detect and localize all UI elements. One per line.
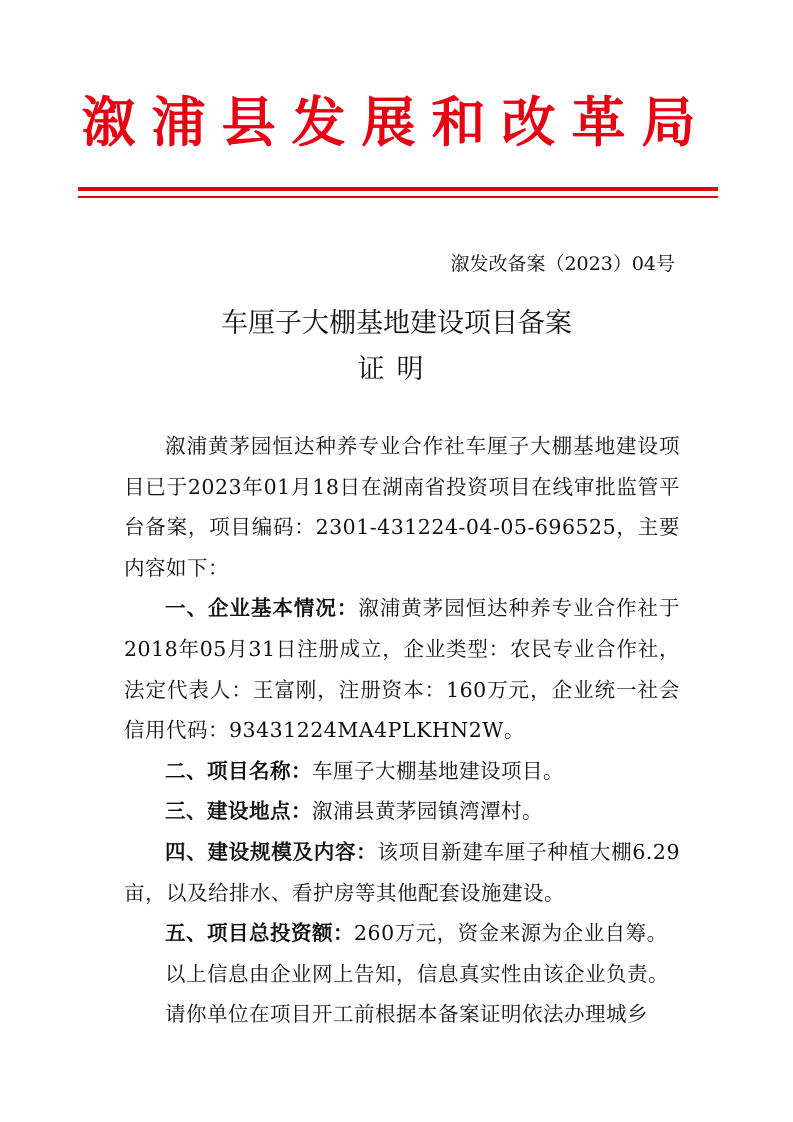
instruction-paragraph: 请你单位在项目开工前根据本备案证明依法办理城乡: [165, 1002, 648, 1027]
section-label: 五、项目总投资额：: [165, 921, 354, 946]
section-scale: [124, 832, 680, 913]
section-text: 车厘子大棚基地建设项目。: [312, 758, 564, 783]
section-text: 溆浦黄茅园恒达种养专业合作社于2018年05月31日注册成立，企业类型：农民专业合作社，法定代表人：王富刚，注册资本：160万元，企业统一社会信用代码：93431224MA4PLKHN2W。: [124, 596, 681, 743]
document-subtitle: 证明: [357, 354, 436, 385]
notice-paragraph: 以上信息由企业网上告知，信息真实性由该企业负责。: [165, 961, 669, 986]
section-text: 260万元，资金来源为企业自筹。: [354, 921, 668, 946]
section-investment: [124, 913, 680, 954]
section-project-name: [124, 751, 680, 792]
section-label: 二、项目名称：: [165, 758, 312, 783]
section-label: 一、企业基本情况：: [165, 596, 359, 621]
section-enterprise-info: [124, 588, 680, 750]
section-location: [124, 791, 680, 832]
agency-header: 溆浦县发展和改革局: [81, 91, 712, 154]
section-text: 溆浦县黄茅园镇湾潭村。: [312, 799, 543, 824]
section-label: 三、建设地点：: [165, 799, 312, 824]
document-number: 溆发改备案（2023）04号: [450, 253, 675, 275]
header-rule-thick: [78, 187, 718, 191]
document-title: 车厘子大棚基地建设项目备案: [221, 308, 572, 339]
section-label: 四、建设规模及内容：: [165, 839, 378, 864]
header-rule-thin: [78, 196, 718, 198]
intro-paragraph: 溆浦黄茅园恒达种养专业合作社车厘子大棚基地建设项目已于2023年01月18日在湖南省投资项目在线审批监管平台备案，项目编码：2301-431224-04-05-696525，主要内容如下：: [124, 434, 680, 580]
section-text: 该项目新建车厘子种植大棚6.29亩，以及给排水、看护房等其他配套设施建设。: [124, 839, 680, 905]
document-body: [124, 426, 680, 1035]
